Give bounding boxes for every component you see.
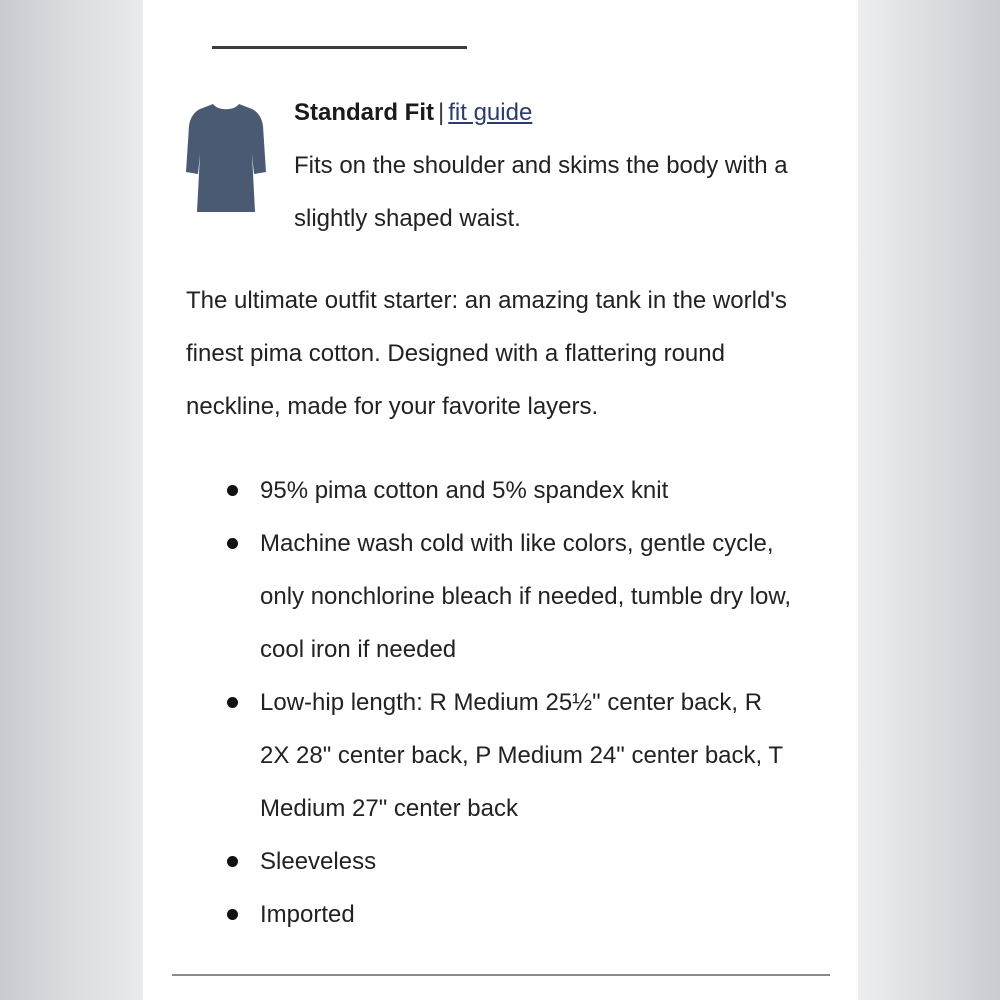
fit-guide-link[interactable]: fit guide <box>448 99 533 126</box>
fit-title: Standard Fit <box>294 99 435 126</box>
section-divider-bottom <box>172 974 830 976</box>
product-details-card <box>143 0 858 1000</box>
background-left <box>0 0 143 1000</box>
product-description: The ultimate outfit starter: an amazing tank in the world's finest pima cotton. Designed with a flattering round neckline, made for your favorite layers. <box>186 287 787 420</box>
list-item: Machine wash cold with like colors, gentle cycle, only nonchlorine bleach if needed, tumble dry low, cool iron if needed <box>223 517 793 676</box>
tshirt-icon <box>186 102 266 214</box>
product-details-list <box>223 464 793 941</box>
list-item: Sleeveless <box>223 835 793 888</box>
section-divider-top <box>212 46 467 49</box>
fit-info <box>294 86 834 245</box>
list-item: 95% pima cotton and 5% spandex knit <box>223 464 793 517</box>
background-right <box>858 0 1000 1000</box>
fit-separator: | <box>438 99 445 126</box>
list-item: Imported <box>223 888 793 941</box>
list-item: Low-hip length: R Medium 25½" center back, R 2X 28" center back, P Medium 24" center back, T Medium 27" center back <box>223 676 793 835</box>
fit-heading-line <box>294 86 834 139</box>
fit-section <box>186 86 826 236</box>
fit-description: Fits on the shoulder and skims the body with a slightly shaped waist. <box>294 152 788 232</box>
